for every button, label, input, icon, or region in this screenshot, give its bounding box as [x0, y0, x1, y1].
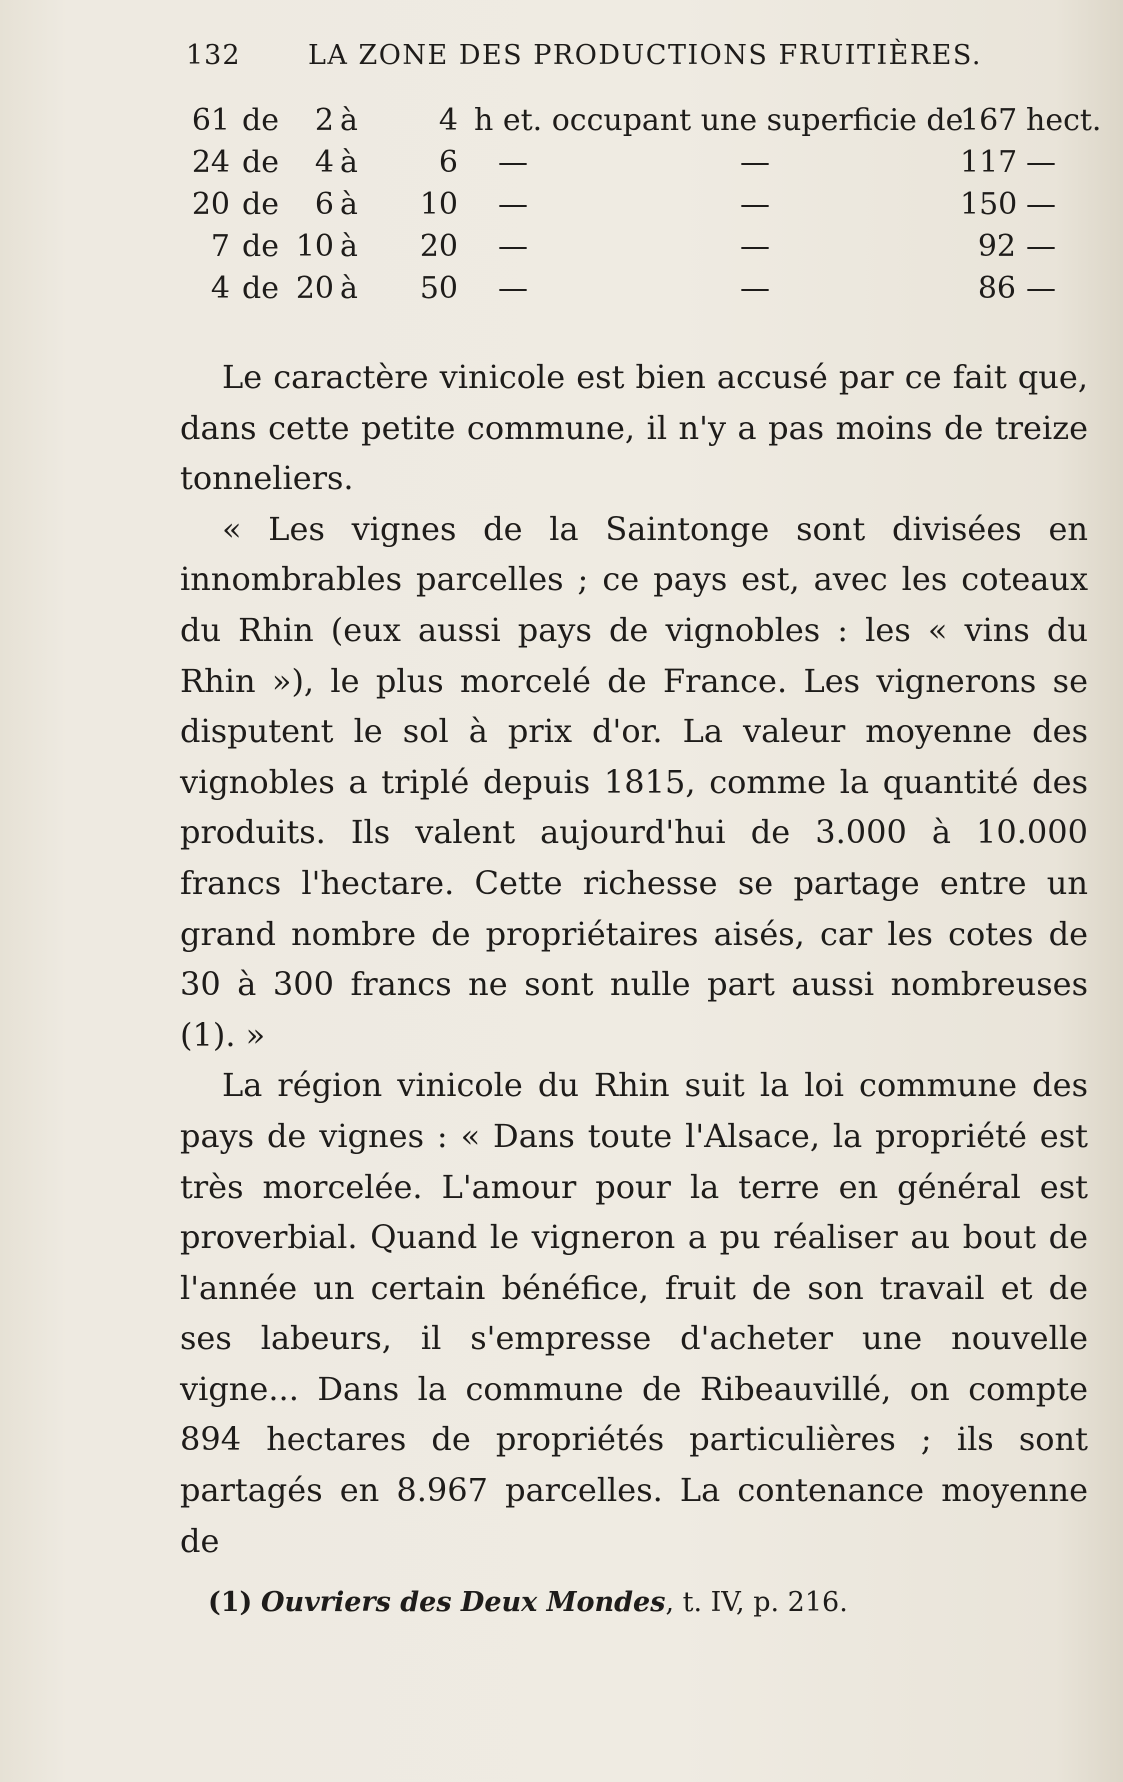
area-value: 117: [960, 145, 1018, 180]
paragraph-saintonge-quote: « Les vignes de la Saintonge sont divisées en innombrables parcelles ; ce pays est, avec les coteaux du Rhin (eux aussi pays de vignobles : les « vins du Rhin »), le plus morcelé de France. Les vignerons se disputent le sol à prix d'or. La valeur moyenne des vignobles a triplé depuis 1815, comme la quantité des produits. Ils valent aujourd'hui de 3.000 à 10.000 francs l'hectare. Cette richesse se partage entre un grand nombre de propriétaires aisés, car les cotes de 30 à 300 francs ne sont nulle part aussi nombreuses (1). »: [180, 509, 1088, 1054]
page-number: 132: [186, 40, 241, 71]
range-from: 6: [314, 187, 334, 222]
range-to: 20: [419, 229, 458, 264]
range-to: 6: [438, 145, 458, 180]
table-row: [190, 268, 1090, 310]
ditto-dash: —: [498, 271, 528, 306]
word-de: de: [242, 187, 279, 222]
ditto-dash: —: [498, 229, 528, 264]
ditto-dash: —: [498, 187, 528, 222]
word-a: à: [340, 271, 358, 306]
paragraph-tonneliers: Le caractère vinicole est bien accusé par ce fait que, dans cette petite commune, il n'y a pas moins de treize tonneliers.: [180, 358, 1088, 498]
ditto-dash: —: [740, 145, 770, 180]
word-a: à: [340, 187, 358, 222]
footnote: [208, 1583, 1068, 1623]
table-row: [190, 100, 1102, 142]
word-de: de: [242, 271, 279, 306]
footnote-reference: , t. IV, p. 216.: [665, 1587, 848, 1618]
area-unit: —: [1026, 187, 1056, 222]
parcel-distribution-table: [190, 100, 1102, 310]
row-description: h et. occupant une superficie de: [474, 103, 964, 138]
range-from: 4: [314, 145, 334, 180]
area-value: 86: [977, 271, 1016, 306]
range-from: 2: [314, 103, 334, 138]
area-unit: hect.: [1026, 103, 1102, 138]
parcel-count: 24: [191, 145, 230, 180]
parcel-count: 4: [210, 271, 230, 306]
area-unit: —: [1026, 229, 1056, 264]
range-from: 10: [295, 229, 334, 264]
area-value: 167: [960, 103, 1018, 138]
area-unit: —: [1026, 145, 1056, 180]
word-a: à: [340, 103, 358, 138]
table-row: [190, 142, 1090, 184]
running-title: LA ZONE DES PRODUCTIONS FRUITIÈRES.: [308, 40, 982, 71]
range-to: 10: [419, 187, 458, 222]
table-row: [190, 226, 1090, 268]
area-value: 92: [977, 229, 1016, 264]
footnote-number: (1): [208, 1587, 253, 1618]
ditto-dash: —: [740, 229, 770, 264]
word-de: de: [242, 229, 279, 264]
word-a: à: [340, 145, 358, 180]
ditto-dash: —: [498, 145, 528, 180]
body-text: [180, 352, 1088, 1566]
range-to: 4: [438, 103, 458, 138]
paragraph-rhin-alsace: La région vinicole du Rhin suit la loi commune des pays de vignes : « Dans toute l'Alsace, la propriété est très morcelée. L'amour pour la terre en général est proverbial. Quand le vigneron a pu réaliser au bout de l'année un certain bénéfice, fruit de son travail et de ses labeurs, il s'empresse d'acheter une nouvelle vigne... Dans la commune de Ribeauvillé, on compte 894 hectares de propriétés particulières ; ils sont partagés en 8.967 parcelles. La contenance moyenne de: [180, 1066, 1088, 1560]
parcel-count: 61: [191, 103, 230, 138]
parcel-count: 7: [210, 229, 230, 264]
page-header: [186, 36, 986, 76]
ditto-dash: —: [740, 187, 770, 222]
area-value: 150: [960, 187, 1018, 222]
parcel-count: 20: [191, 187, 230, 222]
word-de: de: [242, 145, 279, 180]
word-de: de: [242, 103, 279, 138]
area-unit: —: [1026, 271, 1056, 306]
range-to: 50: [419, 271, 458, 306]
table-row: [190, 184, 1090, 226]
word-a: à: [340, 229, 358, 264]
range-from: 20: [295, 271, 334, 306]
footnote-work-title: Ouvriers des Deux Mondes: [260, 1587, 666, 1618]
ditto-dash: —: [740, 271, 770, 306]
